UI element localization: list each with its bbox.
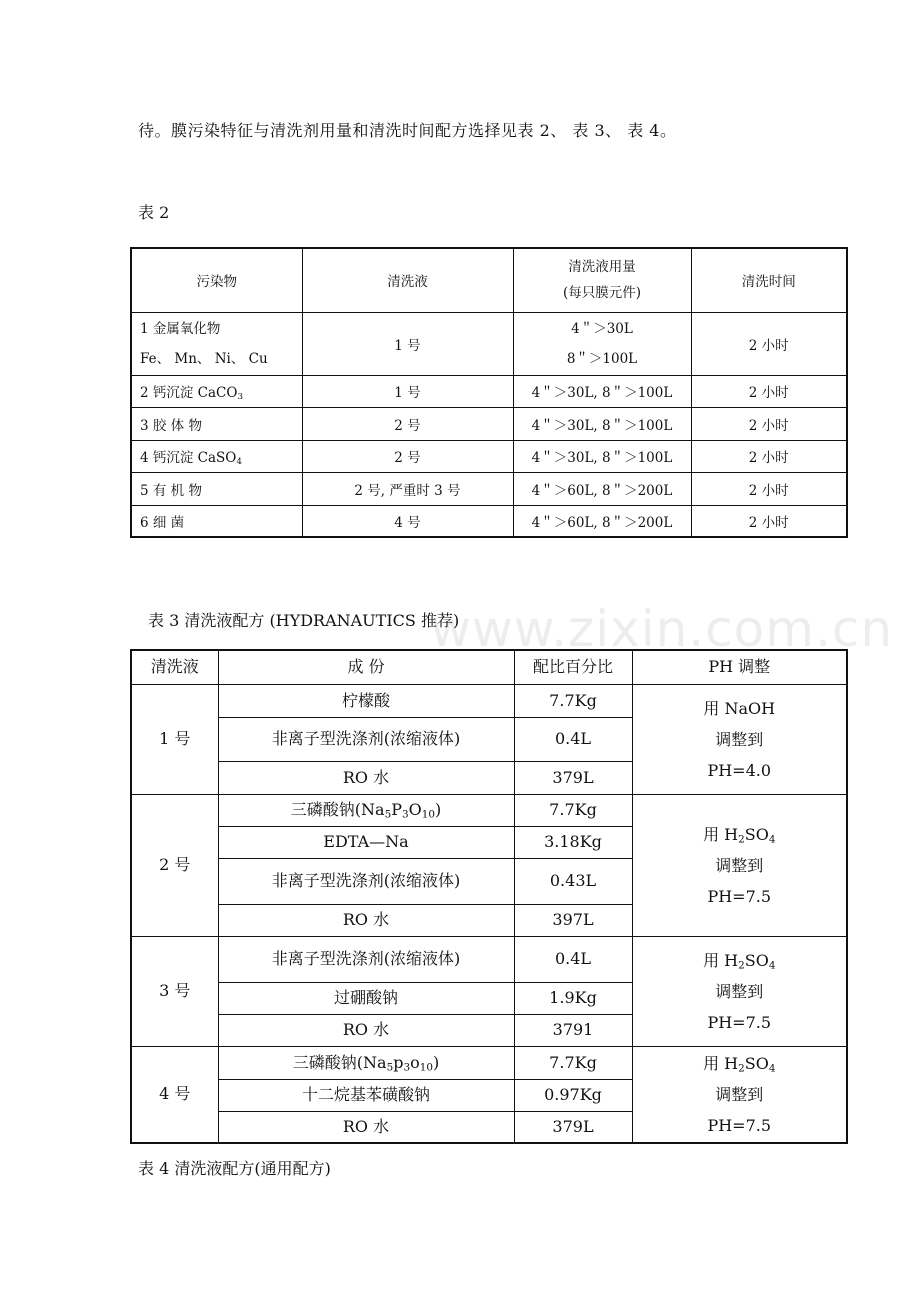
pollutant-line2: Fe、 Mn、 Ni、 Cu <box>140 350 268 367</box>
formula-text: p <box>393 1052 404 1072</box>
header-ph: PH 调整 <box>632 650 847 684</box>
pollutant-cell: 6 细 菌 <box>131 505 302 537</box>
component-cell: 过硼酸钠 <box>218 982 514 1014</box>
table-row <box>131 375 847 407</box>
table-row <box>131 505 847 537</box>
component-cell: RO 水 <box>218 1111 514 1143</box>
pollutant-cell <box>131 312 302 375</box>
table2-caption: 表 2 <box>138 203 170 222</box>
ratio-cell: 0.97Kg <box>514 1079 632 1111</box>
header-component: 成 份 <box>218 650 514 684</box>
table-row <box>131 1046 847 1079</box>
cleaner-cell: 1 号 <box>302 312 513 375</box>
table3-header-row <box>131 650 847 684</box>
ratio-cell: 3.18Kg <box>514 826 632 858</box>
component-cell: 非离子型洗涤剂(浓缩液体) <box>218 717 514 761</box>
ph-line1: 用 $H_2SO_4$ <box>703 950 776 972</box>
ratio-cell: 7.7Kg <box>514 1046 632 1079</box>
header-dosage <box>513 248 691 312</box>
subscript: 10 <box>419 1061 433 1074</box>
ph-line3: PH=7.5 <box>707 1012 772 1032</box>
formula-text: ) <box>434 800 442 819</box>
ph-cell <box>632 794 847 936</box>
ph-cell <box>632 936 847 1046</box>
subscript: 4 <box>236 457 242 468</box>
cleaner-cell: 1 号 <box>302 375 513 407</box>
cleaner-cell: 2 号 <box>302 407 513 440</box>
header-ratio: 配比百分比 <box>514 650 632 684</box>
group-name: 4 号 <box>131 1046 218 1143</box>
pollutant-cell: 5 有 机 物 <box>131 472 302 505</box>
time-cell: 2 小时 <box>691 472 847 505</box>
header-dosage-line2: (每只膜元件) <box>562 285 642 302</box>
ratio-cell: 7.7Kg <box>514 794 632 826</box>
formula-text: 三磷酸钠(Na <box>292 1052 387 1072</box>
pollutant-cell <box>131 440 302 472</box>
component-cell: 非离子型洗涤剂(浓缩液体) <box>218 858 514 904</box>
ph-line2: 调整到 <box>715 981 764 1001</box>
time-cell: 2 小时 <box>691 375 847 407</box>
ratio-cell: 1.9Kg <box>514 982 632 1014</box>
subscript: 10 <box>421 808 435 821</box>
table-row <box>131 794 847 826</box>
time-cell: 2 小时 <box>691 440 847 472</box>
time-cell: 2 小时 <box>691 505 847 537</box>
formula-text: 三磷酸钠(Na <box>290 800 385 819</box>
header-pollutant: 污染物 <box>131 248 302 312</box>
component-cell: RO 水 <box>218 761 514 794</box>
pollutant-text: 2 钙沉淀 CaCO <box>140 385 238 401</box>
table2 <box>130 247 848 538</box>
ph-line1: 用 $H_2SO_4$ <box>703 1053 776 1075</box>
formula-text: P <box>391 800 402 819</box>
component-cell: 非离子型洗涤剂(浓缩液体) <box>218 936 514 982</box>
table3 <box>130 649 848 1144</box>
cleaner-cell: 2 号, 严重时 3 号 <box>302 472 513 505</box>
subscript: 3 <box>401 808 409 821</box>
table4-caption: 表 4 清洗液配方(通用配方) <box>138 1159 331 1178</box>
ratio-cell: 379L <box>514 1111 632 1143</box>
component-cell <box>218 794 514 826</box>
ratio-cell: 0.4L <box>514 936 632 982</box>
cleaner-cell: 4 号 <box>302 505 513 537</box>
ratio-cell: 3791 <box>514 1014 632 1046</box>
ph-line3: PH=7.5 <box>707 886 772 906</box>
dosage-cell: 4＂＞30L, 8＂＞100L <box>513 375 691 407</box>
table2-header-row <box>131 248 847 312</box>
dosage-cell <box>513 312 691 375</box>
component-cell <box>218 1046 514 1079</box>
ratio-cell: 7.7Kg <box>514 684 632 717</box>
ratio-cell: 0.43L <box>514 858 632 904</box>
formula-text: O <box>408 800 422 819</box>
pollutant-line1: 1 金属氧化物 <box>140 320 221 337</box>
subscript: 5 <box>386 1061 394 1074</box>
table-row <box>131 936 847 982</box>
ratio-cell: 0.4L <box>514 717 632 761</box>
component-cell: RO 水 <box>218 904 514 936</box>
table3-caption: 表 3 清洗液配方 (HYDRANAUTICS 推荐) <box>148 611 460 630</box>
component-cell: 十二烷基苯磺酸钠 <box>218 1079 514 1111</box>
ph-line2: 调整到 <box>715 1084 764 1104</box>
table-row <box>131 472 847 505</box>
subscript: 3 <box>403 1061 411 1074</box>
dosage-cell: 4＂＞30L, 8＂＞100L <box>513 407 691 440</box>
time-cell: 2 小时 <box>691 312 847 375</box>
subscript: 5 <box>384 808 392 821</box>
dosage-cell: 4＂＞60L, 8＂＞200L <box>513 505 691 537</box>
ratio-cell: 379L <box>514 761 632 794</box>
component-cell: RO 水 <box>218 1014 514 1046</box>
watermark: www.zixin.com.cn <box>430 600 894 658</box>
ratio-cell: 397L <box>514 904 632 936</box>
group-name: 1 号 <box>131 684 218 794</box>
ph-line3: PH=4.0 <box>707 760 772 780</box>
dosage-cell: 4＂＞60L, 8＂＞200L <box>513 472 691 505</box>
pollutant-text: 4 钙沉淀 CaSO <box>140 450 237 466</box>
time-cell: 2 小时 <box>691 407 847 440</box>
intro-paragraph: 待。膜污染特征与清洗剂用量和清洗时间配方选择见表 2、 表 3、 表 4。 <box>138 121 677 140</box>
dosage-cell: 4＂＞30L, 8＂＞100L <box>513 440 691 472</box>
ph-line2: 调整到 <box>715 729 764 749</box>
ph-line1: 用 NaOH <box>703 698 776 718</box>
table-row <box>131 407 847 440</box>
formula-text: o <box>410 1052 420 1072</box>
dosage-line2: 8＂＞100L <box>566 350 638 367</box>
table-row <box>131 684 847 717</box>
ph-cell <box>632 1046 847 1143</box>
table-row <box>131 440 847 472</box>
formula-text: ) <box>432 1052 440 1072</box>
pollutant-cell: 3 胶 体 物 <box>131 407 302 440</box>
component-cell: 柠檬酸 <box>218 684 514 717</box>
ph-line2: 调整到 <box>715 855 764 875</box>
ph-cell <box>632 684 847 794</box>
header-time: 清洗时间 <box>691 248 847 312</box>
group-name: 2 号 <box>131 794 218 936</box>
table-row <box>131 312 847 375</box>
pollutant-cell <box>131 375 302 407</box>
component-cell: EDTA—Na <box>218 826 514 858</box>
header-cleaner: 清洗液 <box>302 248 513 312</box>
subscript: 3 <box>237 392 244 403</box>
group-name: 3 号 <box>131 936 218 1046</box>
ph-line1: 用 $H_2SO_4$ <box>703 824 776 846</box>
header-dosage-line1: 清洗液用量 <box>568 259 636 276</box>
header-liquid: 清洗液 <box>131 650 218 684</box>
cleaner-cell: 2 号 <box>302 440 513 472</box>
dosage-line1: 4＂＞30L <box>571 320 633 337</box>
ph-line3: PH=7.5 <box>707 1115 772 1135</box>
